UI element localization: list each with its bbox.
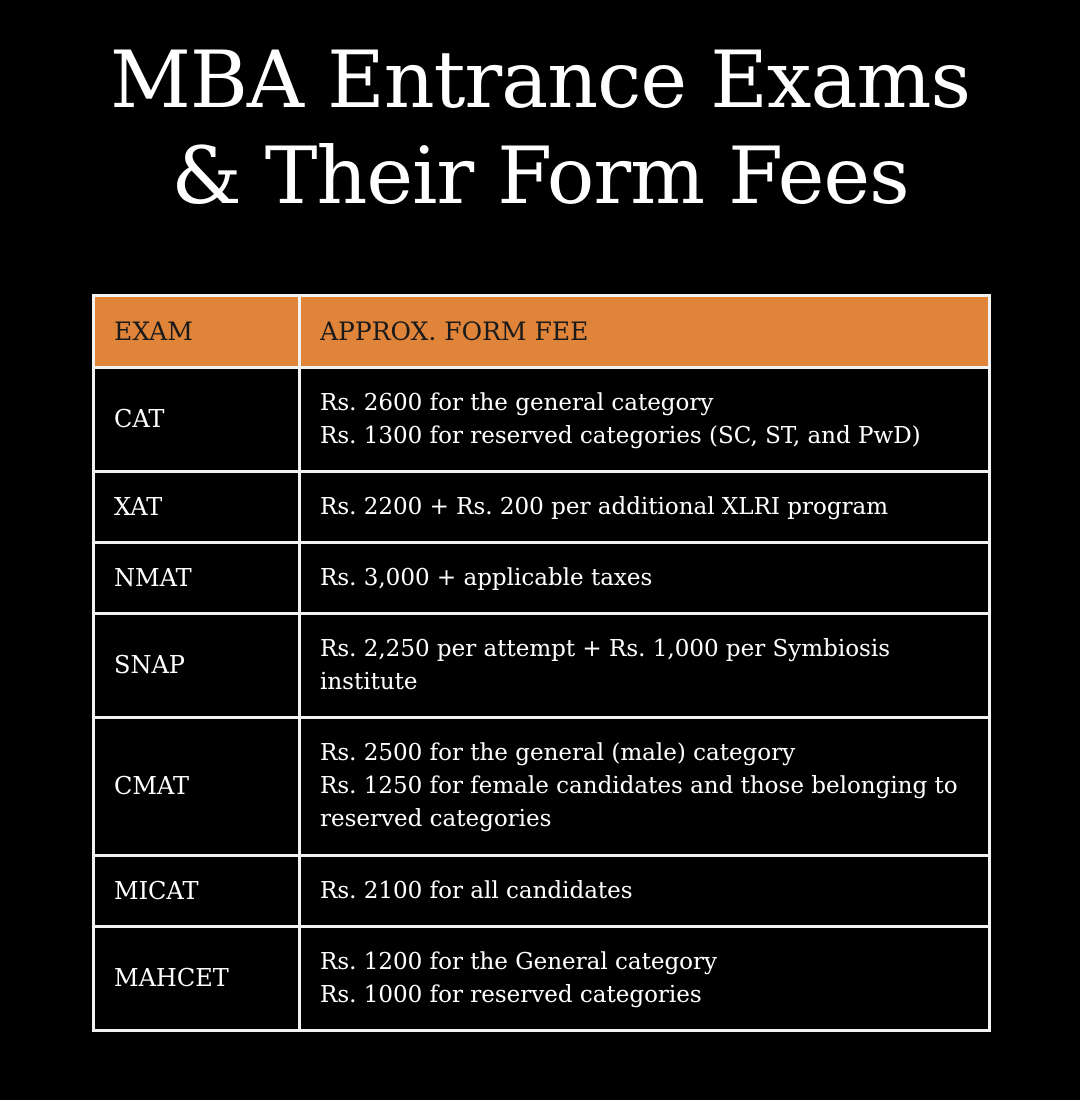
header-form-fee: APPROX. FORM FEE: [300, 296, 990, 368]
exam-cell-xat: XAT: [94, 472, 300, 543]
fee-line: Rs. 3,000 + applicable taxes: [320, 564, 653, 591]
page-title: [0, 32, 1080, 224]
fee-line: Rs. 2100 for all candidates: [320, 877, 633, 904]
title-line-1: MBA Entrance Exams: [109, 34, 971, 126]
exam-cell-cat: CAT: [94, 368, 300, 472]
fee-cell-cat: [300, 368, 990, 472]
fee-line: Rs. 1200 for the General category: [320, 948, 718, 975]
fee-cell-mahcet: [300, 927, 990, 1031]
fee-line: Rs. 2,250 per attempt + Rs. 1,000 per Symbiosis institute: [320, 635, 891, 695]
exam-cell-mahcet: MAHCET: [94, 927, 300, 1031]
title-line-2: & Their Form Fees: [171, 130, 909, 222]
fee-line: Rs. 1250 for female candidates and those belonging to reserved categories: [320, 773, 958, 832]
fee-cell-xat: [300, 472, 990, 543]
table-row: [94, 614, 990, 718]
exam-cell-cmat: CMAT: [94, 718, 300, 856]
table-row: [94, 543, 990, 614]
header-exam: EXAM: [94, 296, 300, 368]
exam-cell-nmat: NMAT: [94, 543, 300, 614]
table-row: [94, 472, 990, 543]
fee-cell-nmat: [300, 543, 990, 614]
fee-cell-cmat: [300, 718, 990, 856]
fee-cell-snap: [300, 614, 990, 718]
fee-line: Rs. 2500 for the general (male) category: [320, 740, 796, 766]
fee-cell-micat: [300, 856, 990, 927]
fee-line: Rs. 2600 for the general category: [320, 389, 714, 416]
table-row: [94, 718, 990, 856]
fee-line: Rs. 2200 + Rs. 200 per additional XLRI program: [320, 493, 889, 520]
exam-cell-micat: MICAT: [94, 856, 300, 927]
fees-table: [92, 294, 991, 1032]
table-header-row: [94, 296, 990, 368]
table-row: [94, 927, 990, 1031]
fee-line: Rs. 1000 for reserved categories: [320, 981, 702, 1008]
table-row: [94, 368, 990, 472]
fee-line: Rs. 1300 for reserved categories (SC, ST, and PwD): [320, 422, 921, 449]
table-row: [94, 856, 990, 927]
exam-cell-snap: SNAP: [94, 614, 300, 718]
